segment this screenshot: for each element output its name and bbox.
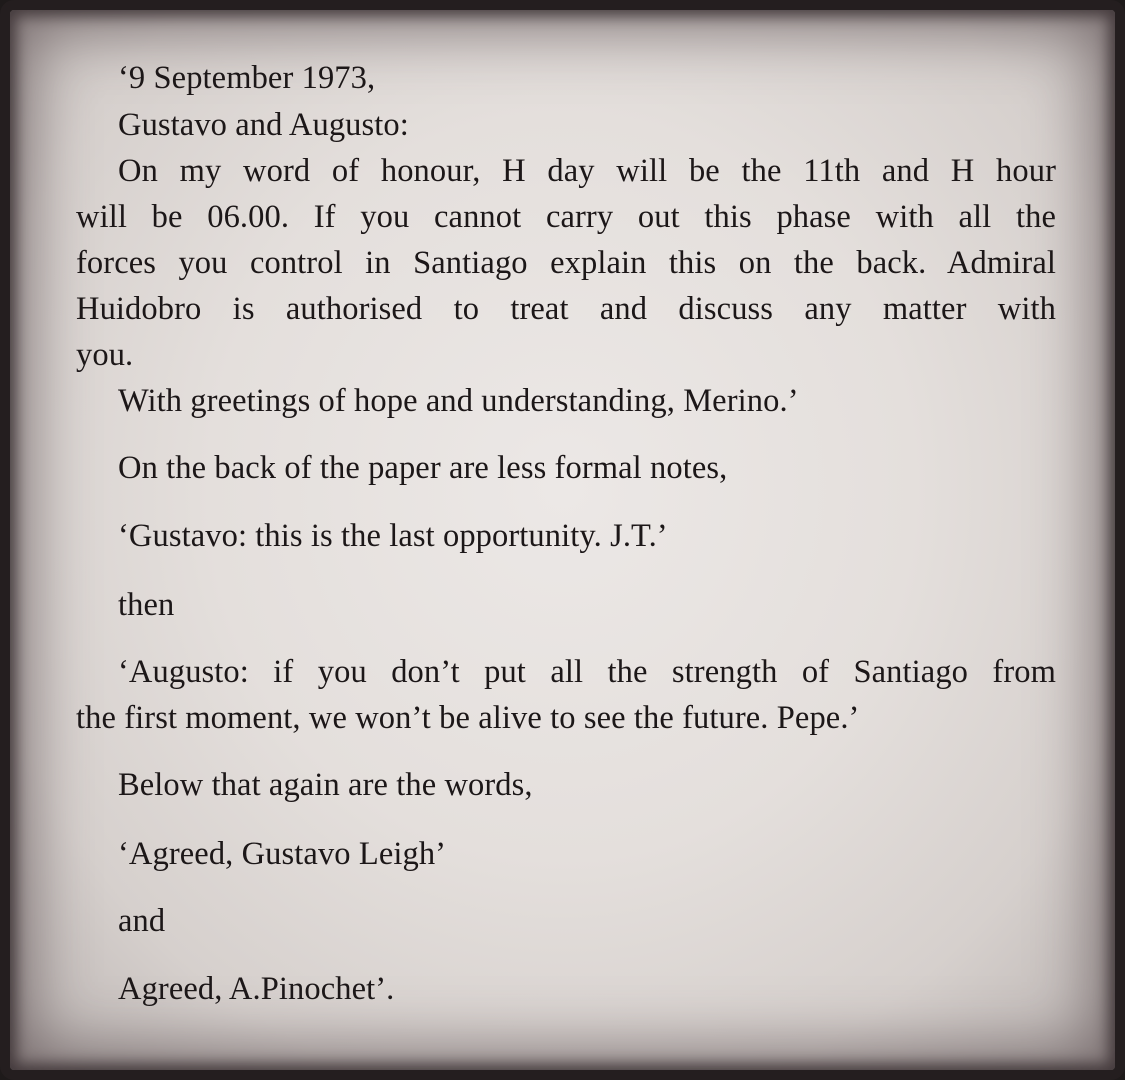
note-jt: ‘Gustavo: this is the last opportunity. J.T.’ (118, 518, 668, 554)
agreed-leigh: ‘Agreed, Gustavo Leigh’ (118, 836, 447, 872)
agreed-pinochet: Agreed, A.Pinochet’. (118, 971, 395, 1007)
letter-body-line: On my word of honour, H day will be the 11th and H hour (118, 153, 1056, 189)
letter-body-line: forces you control in Santiago explain this on the back. Admiral (76, 245, 1056, 281)
letter-body-line: you. (76, 337, 134, 373)
letter-closing: With greetings of hope and understanding, Merino.’ (118, 383, 799, 419)
letter-body-line: Huidobro is authorised to treat and discuss any matter with (76, 291, 1056, 327)
note-pepe-line: the first moment, we won’t be alive to see the future. Pepe.’ (76, 700, 860, 736)
and-text: and (118, 903, 166, 939)
letter-salutation: Gustavo and Augusto: (118, 107, 409, 143)
then-text: then (118, 587, 175, 623)
note-pepe-line: ‘Augusto: if you don’t put all the strength of Santiago from (118, 654, 1056, 690)
letter-body-line: will be 06.00. If you cannot carry out this phase with all the (76, 199, 1056, 235)
letter-date: ‘9 September 1973, (118, 60, 376, 96)
back-intro-text: On the back of the paper are less formal notes, (118, 450, 728, 486)
below-intro-text: Below that again are the words, (118, 767, 533, 803)
